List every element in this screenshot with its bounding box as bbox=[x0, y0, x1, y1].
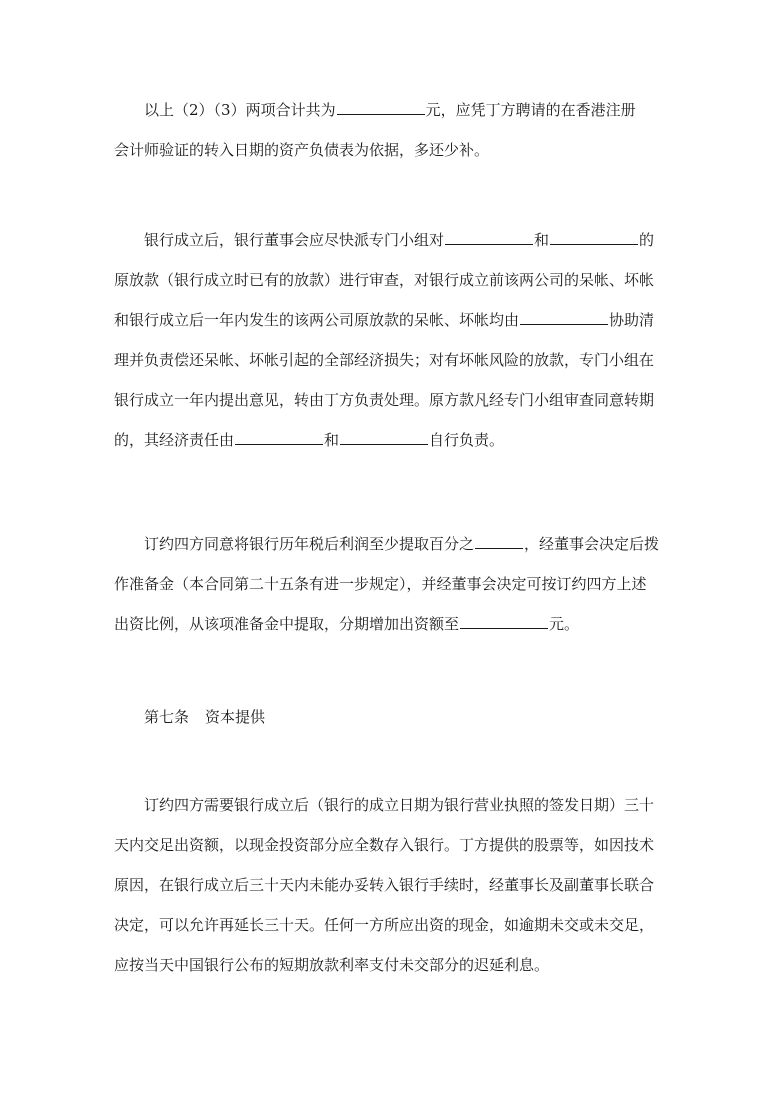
paragraph-reserve-fund bbox=[114, 524, 674, 644]
text-line: 订约四方同意将银行历年税后利润至少提取百分之 ，经董事会决定后拨 bbox=[114, 524, 674, 564]
text-line: 作准备金（本合同第二十五条有进一步规定），并经董事会决定可按订约四方上述 bbox=[114, 575, 647, 593]
fill-blank bbox=[460, 612, 548, 629]
text-line: 应按当天中国银行公布的短期放款利率支付未交部分的迟延利息。 bbox=[114, 956, 550, 974]
text-line: 出资比例，从该项准备金中提取，分期增加出资额至 元。 bbox=[114, 604, 674, 644]
fill-blank bbox=[235, 428, 323, 445]
paragraph-total-amount bbox=[114, 90, 674, 170]
text-line: 决定，可以允许再延长三十天。任何一方所应出资的现金，如逾期未交或未交足， bbox=[114, 916, 655, 934]
text-line: 订约四方需要银行成立后（银行的成立日期为银行营业执照的签发日期）三十 bbox=[144, 796, 655, 814]
fill-blank bbox=[445, 228, 533, 245]
paragraph-loan-review bbox=[114, 220, 674, 460]
text-line: 天内交足出资额，以现金投资部分应全数存入银行。丁方提供的股票等，如因技术 bbox=[114, 836, 655, 854]
fill-blank bbox=[337, 98, 425, 115]
text-line: 银行成立一年内提出意见，转由丁方负责处理。原方款凡经专门小组审查同意转期 bbox=[114, 391, 655, 409]
text-line: 和银行成立后一年内发生的该两公司原放款的呆帐、坏帐均由 协助清 bbox=[114, 300, 674, 340]
text-line: 会计师验证的转入日期的资产负债表为依据，多还少补。 bbox=[114, 141, 490, 159]
article-number: 第七条 bbox=[144, 708, 190, 726]
text-line: 银行成立后，银行董事会应尽快派专门小组对 和 的 bbox=[114, 220, 674, 260]
text-line: 理并负责偿还呆帐、坏帐引起的全部经济损失；对有坏帐风险的放款，专门小组在 bbox=[114, 351, 655, 369]
article-title: 资本提供 bbox=[205, 708, 266, 726]
fill-blank bbox=[340, 428, 428, 445]
text-line: 原放款（银行成立时已有的放款）进行审查，对银行成立前该两公司的呆帐、坏帐 bbox=[114, 271, 655, 289]
fill-blank bbox=[520, 308, 608, 325]
fill-blank bbox=[550, 228, 638, 245]
fill-blank bbox=[475, 532, 523, 549]
article-heading bbox=[144, 697, 265, 737]
text-line: 的，其经济责任由 和 自行负责。 bbox=[114, 420, 674, 460]
paragraph-capital-contribution bbox=[114, 785, 674, 985]
text-line: 以上（2）（3）两项合计共为 元，应凭丁方聘请的在香港注册 bbox=[114, 90, 674, 130]
text-line: 原因，在银行成立后三十天内未能办妥转入银行手续时，经董事长及副董事长联合 bbox=[114, 876, 655, 894]
